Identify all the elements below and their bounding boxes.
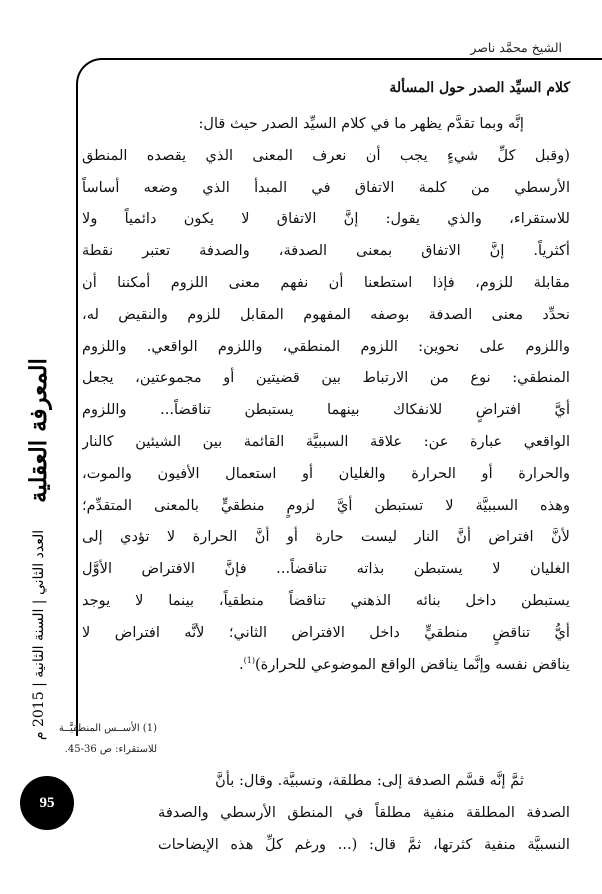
text-line: إنَّه وبما تقدَّم يظهر ما في كلام السيِّد الصدر حيث قال: xyxy=(198,115,524,132)
section-title: كلام السيِّد الصدر حول المسألة xyxy=(389,80,570,96)
text-line: نحدِّد معنى الصدفة بوصفه المفهوم المقابل للزوم والنقيض له، xyxy=(82,305,570,323)
text-line: يستبطن داخل بنائه الذهني تناقضاً منطقياً، بينما لا يوجد xyxy=(82,591,570,609)
text-line: وهذه السببيَّة لا تستبطن أيَّ لزومٍ منطقيٍّ بالمعنى المتقدِّم؛ xyxy=(82,496,570,514)
issue-info xyxy=(22,510,56,760)
footnote-line-1: (1) الأســس المنطقيَّــة xyxy=(58,723,157,734)
text-line: والحرارة أو الحرارة والغليان أو استعمال الأفيون والموت، xyxy=(82,464,570,482)
text-line: الغليان لا يستبطن بذاته تناقضاً... فإنَّ الافتراض الأوَّل xyxy=(82,560,570,578)
text-line: (وقبل كلِّ شيءٍ يجب أن نعرف المعنى الذي يقصده المنطق xyxy=(82,146,570,164)
second-paragraph xyxy=(158,765,570,860)
text-line: أيَّ افتراضٍ للانفكاك بينهما يستبطن تناقضاً... واللزوم xyxy=(82,401,570,419)
text-line: المنطقي: نوع من الارتباط بين قضيتين أو مجموعتين، يجعل xyxy=(82,369,570,387)
text-line-final: يناقض نفسه وإنَّما يناقض الواقع الموضوعي للحرارة)$^{(1)}$. xyxy=(239,655,570,673)
text-line: الأرسطي من كلمة الاتفاق في المبدأ الذي وضعه أساساً xyxy=(82,178,570,196)
footnote-reference: (1) xyxy=(243,655,255,665)
text-line: أيُّ تناقضٍ منطقيٍّ داخل الافتراض الثاني؛ لأنَّه افتراض لا xyxy=(82,623,570,641)
text-line: لأنَّ افتراض أنَّ النار ليست حارة أو أنَّ الحرارة لا تؤدي إلى xyxy=(82,528,570,546)
footnote-line-2: للاستقراء: ص 36-45. xyxy=(64,744,157,755)
text-line: النسبيَّة منفية كثرتها، ثمَّ قال: (... ورغم كلِّ هذه الإيضاحات xyxy=(158,835,570,853)
journal-logo xyxy=(14,355,62,505)
issue-info-text: العدد الثاني | السنة الثانية | 2015 م xyxy=(31,529,48,741)
page-number: 95 xyxy=(39,794,55,811)
text-line: واللزوم على نحوين: اللزوم المنطقي، واللزوم الواقعي. واللزوم xyxy=(82,337,570,355)
text-line: ثمَّ إنَّه قسَّم الصدفة إلى: مطلقة، ونسبيَّة. وقال: بأنَّ xyxy=(215,772,524,789)
text-line: للاستقراء، والذي يقول: إنَّ الاتفاق لا يكون دائمياً ولا xyxy=(82,210,570,228)
text-line: أكثرياً. إنَّ الاتفاق بمعنى الصدفة، والصدفة تعتبر نقطة xyxy=(82,242,570,260)
text-line: الصدفة المطلقة منفية مطلقاً في المنطق الأرسطي والصدفة xyxy=(158,803,570,821)
author-name: الشيخ محمَّد ناصر xyxy=(470,40,562,55)
text-line: مقابلة للزوم، فإذا استطعنا أن نفهم معنى اللزوم أمكننا أن xyxy=(82,273,570,291)
page-number-badge xyxy=(20,776,74,830)
main-paragraph xyxy=(82,108,570,680)
journal-name: المعرفة العقلية xyxy=(24,357,52,503)
text-line-final-text: يناقض نفسه وإنَّما يناقض الواقع الموضوعي للحرارة) xyxy=(254,655,570,673)
text-line: الواقعي عبارة عن: علاقة السببيَّة القائمة بين الشيئين كالنار xyxy=(82,432,570,450)
